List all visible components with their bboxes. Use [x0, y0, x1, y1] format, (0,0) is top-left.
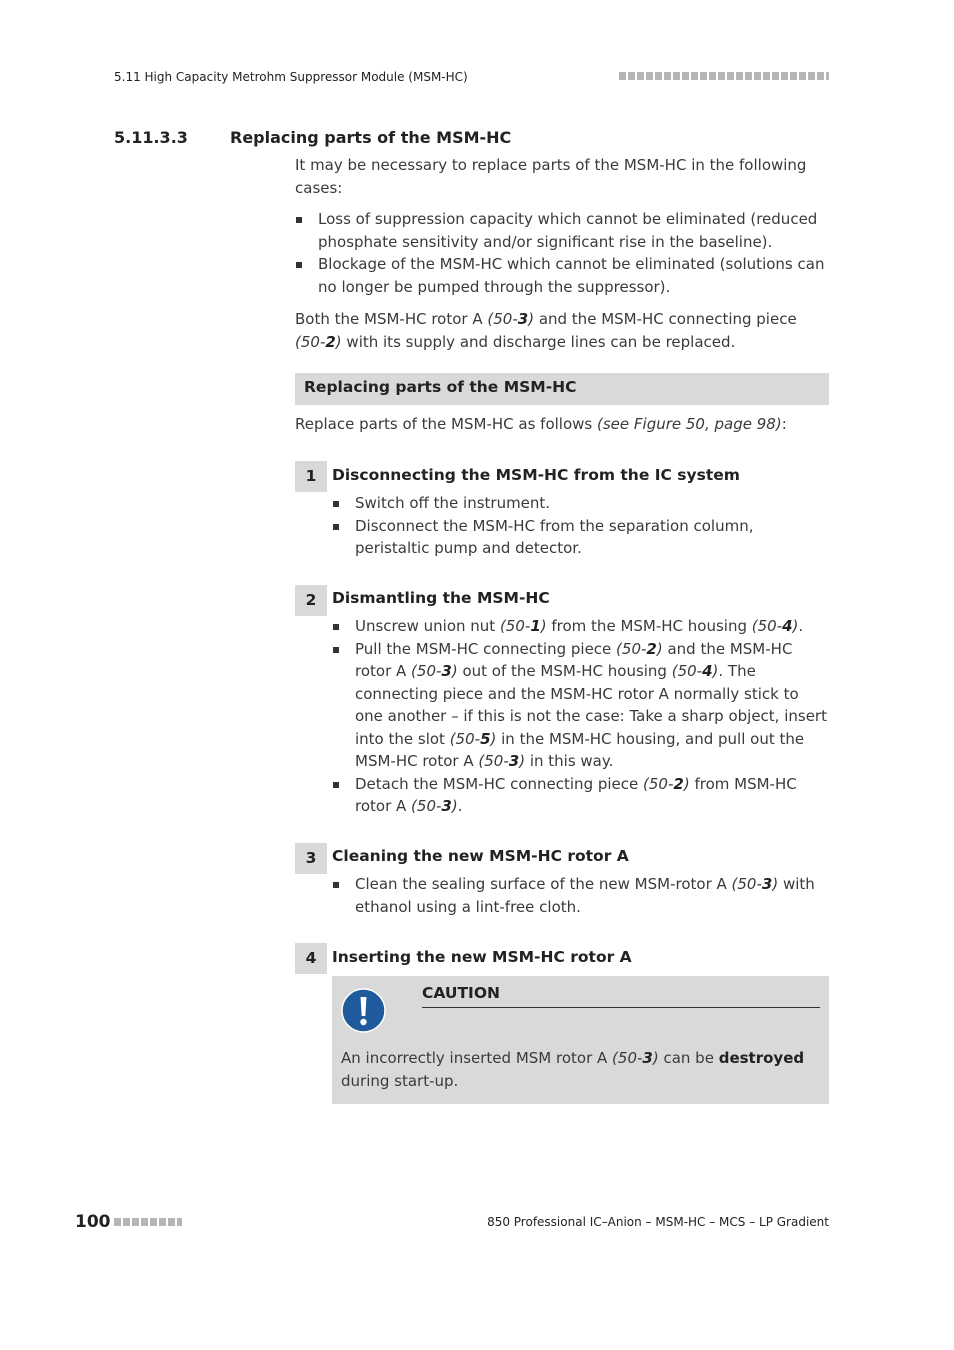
step-number-2: 2	[295, 585, 327, 616]
step-number-4: 4	[295, 943, 327, 974]
list-item: Clean the sealing surface of the new MSM-rotor A (50-3) with ethanol using a lint-free cloth.	[332, 873, 829, 918]
caution-box	[332, 976, 829, 1104]
list-item: Loss of suppression capacity which cannot be eliminated (reduced phosphate sensitivity and/or significant rise in the baseline).	[295, 208, 829, 253]
step-title-3: Cleaning the new MSM-HC rotor A	[332, 847, 629, 865]
step-1-list	[332, 492, 829, 560]
list-item: Unscrew union nut (50-1) from the MSM-HC housing (50-4).	[332, 615, 829, 638]
footer-decoration	[114, 1218, 182, 1226]
page-number: 100	[75, 1212, 111, 1232]
header-decoration	[619, 72, 829, 80]
document-title: 850 Professional IC–Anion – MSM-HC – MCS – LP Gradient	[487, 1215, 829, 1229]
step-2-list	[332, 615, 829, 818]
caution-text: An incorrectly inserted MSM rotor A (50-3) can be destroyed during start-up.	[341, 1049, 805, 1090]
intro-paragraph: It may be necessary to replace parts of the MSM-HC in the following cases:	[295, 156, 807, 197]
list-item: Pull the MSM-HC connecting piece (50-2) and the MSM-HC rotor A (50-3) out of the MSM-HC housing (50-4). The connecting piece and the MSM-HC rotor A normally stick to one another – if this is not the case: Take a sharp object, insert into the slot (50-5) in the MSM-HC housing, and pull out the MSM-HC rotor A (50-3) in this way.	[332, 638, 829, 773]
procedure-intro: Replace parts of the MSM-HC as follows (see Figure 50, page 98):	[295, 415, 787, 433]
step-title-1: Disconnecting the MSM-HC from the IC system	[332, 466, 740, 484]
replaceable-paragraph: Both the MSM-HC rotor A (50-3) and the MSM-HC connecting piece (50-2) with its supply and discharge lines can be replaced.	[295, 310, 797, 351]
running-header: 5.11 High Capacity Metrohm Suppressor Module (MSM-HC)	[114, 70, 468, 84]
list-item: Switch off the instrument.	[332, 492, 829, 515]
step-title-4: Inserting the new MSM-HC rotor A	[332, 948, 632, 966]
cases-list	[295, 208, 829, 298]
procedure-heading: Replacing parts of the MSM-HC	[295, 373, 829, 405]
section-number: 5.11.3.3	[114, 128, 188, 147]
caution-title: CAUTION	[422, 984, 500, 1002]
step-3-list	[332, 873, 829, 918]
figure-reference[interactable]: (see Figure 50, page 98)	[597, 415, 782, 433]
list-item: Detach the MSM-HC connecting piece (50-2) from MSM-HC rotor A (50-3).	[332, 773, 829, 818]
section-title: Replacing parts of the MSM-HC	[230, 128, 512, 147]
list-item: Disconnect the MSM-HC from the separation column, peristaltic pump and detector.	[332, 515, 829, 560]
exclamation-icon	[341, 988, 386, 1033]
step-number-3: 3	[295, 843, 327, 874]
step-title-2: Dismantling the MSM-HC	[332, 589, 550, 607]
list-item: Blockage of the MSM-HC which cannot be eliminated (solutions can no longer be pumped through the suppressor).	[295, 253, 829, 298]
caution-divider	[422, 1007, 820, 1008]
step-number-1: 1	[295, 461, 327, 492]
